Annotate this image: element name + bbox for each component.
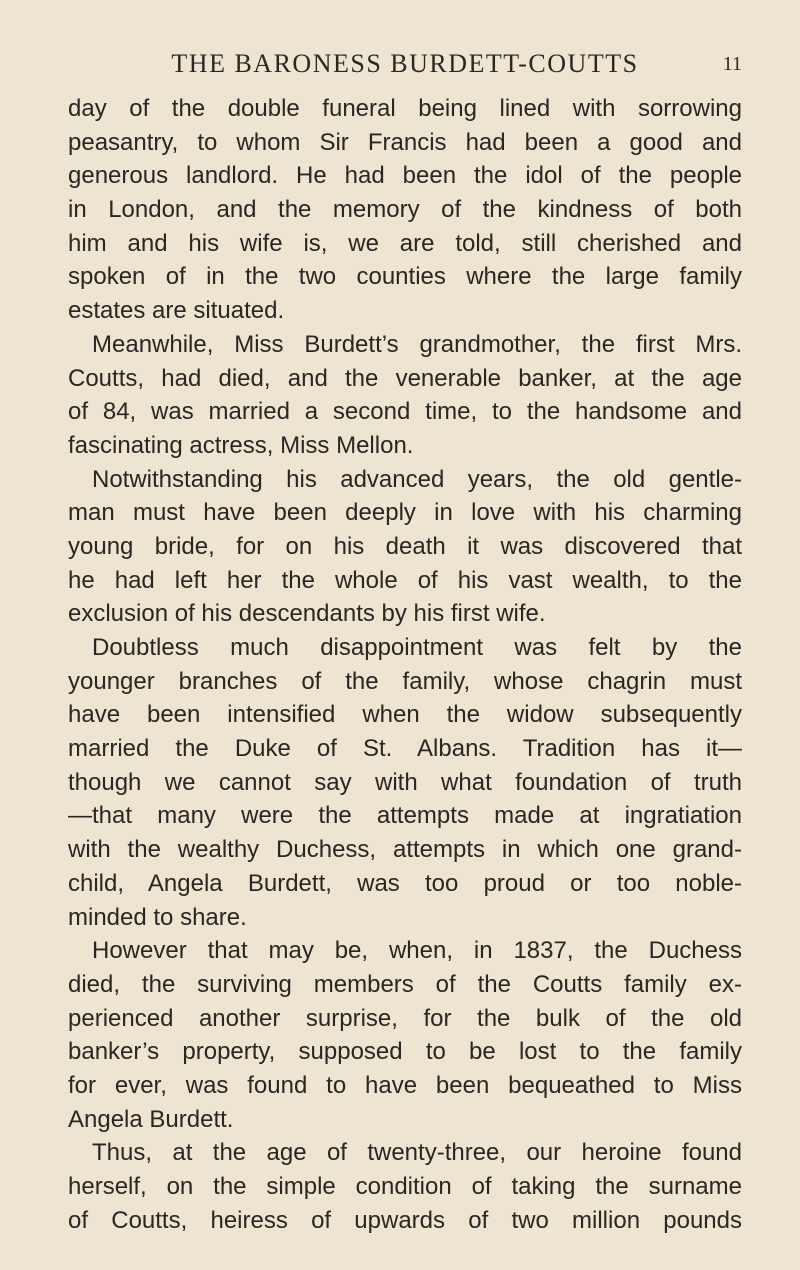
text-line: he had left her the whole of his vast wealth, to the bbox=[68, 566, 742, 594]
body-text bbox=[68, 92, 742, 1237]
text-line: generous landlord. He had been the idol of the people bbox=[68, 162, 742, 190]
text-line: for ever, was found to have been bequeathed to Miss bbox=[68, 1071, 742, 1099]
text-line: day of the double funeral being lined with sorrowing bbox=[68, 95, 742, 122]
text-line: though we cannot say with what foundation of truth bbox=[68, 768, 742, 796]
text-line: Meanwhile, Miss Burdett’s grandmother, the first Mrs. bbox=[92, 330, 742, 358]
text-line: minded to share. bbox=[68, 903, 247, 931]
text-line: Coutts, had died, and the venerable banker, at the age bbox=[68, 364, 742, 392]
text-line: estates are situated. bbox=[68, 297, 285, 325]
text-line: child, Angela Burdett, was too proud or too noble- bbox=[68, 869, 742, 897]
text-line: younger branches of the family, whose chagrin must bbox=[68, 667, 742, 695]
text-line: with the wealthy Duchess, attempts in which one grand- bbox=[68, 836, 742, 864]
text-line: died, the surviving members of the Coutts family ex- bbox=[68, 970, 742, 998]
text-line: have been intensified when the widow subsequently bbox=[68, 701, 742, 729]
text-line: herself, on the simple condition of taking the surname bbox=[68, 1173, 742, 1200]
text-line: Doubtless much disappointment was felt by the bbox=[92, 634, 742, 661]
text-line: perienced another surprise, for the bulk of the old bbox=[68, 1004, 742, 1032]
running-head bbox=[68, 38, 742, 90]
text-line: peasantry, to whom Sir Francis had been a good and bbox=[68, 128, 742, 156]
text-line: —that many were the attempts made at ingratiation bbox=[68, 802, 742, 830]
text-line: young bride, for on his death it was discovered that bbox=[68, 532, 742, 560]
text-line: in London, and the memory of the kindness of both bbox=[68, 196, 742, 224]
text-line: him and his wife is, we are told, still cherished and bbox=[68, 229, 742, 257]
text-line: Notwithstanding his advanced years, the old gentle- bbox=[92, 465, 742, 493]
text-line: Angela Burdett. bbox=[68, 1105, 234, 1133]
text-line: However that may be, when, in 1837, the Duchess bbox=[92, 937, 742, 965]
page-number: 11 bbox=[722, 53, 742, 75]
text-line: man must have been deeply in love with his charming bbox=[68, 499, 742, 527]
text-line: Thus, at the age of twenty-three, our heroine found bbox=[92, 1139, 742, 1167]
text-line: fascinating actress, Miss Mellon. bbox=[68, 431, 414, 459]
text-line: banker’s property, supposed to be lost to the family bbox=[68, 1038, 742, 1066]
book-page bbox=[68, 38, 742, 1238]
text-line: spoken of in the two counties where the large family bbox=[68, 263, 742, 291]
text-line: of 84, was married a second time, to the handsome and bbox=[68, 398, 742, 426]
text-line: married the Duke of St. Albans. Tradition has it— bbox=[68, 735, 742, 763]
page-title: THE BARONESS BURDETT-COUTTS bbox=[171, 49, 639, 78]
text-line: exclusion of his descendants by his first wife. bbox=[68, 600, 546, 628]
text-line: of Coutts, heiress of upwards of two million pounds bbox=[68, 1206, 742, 1234]
